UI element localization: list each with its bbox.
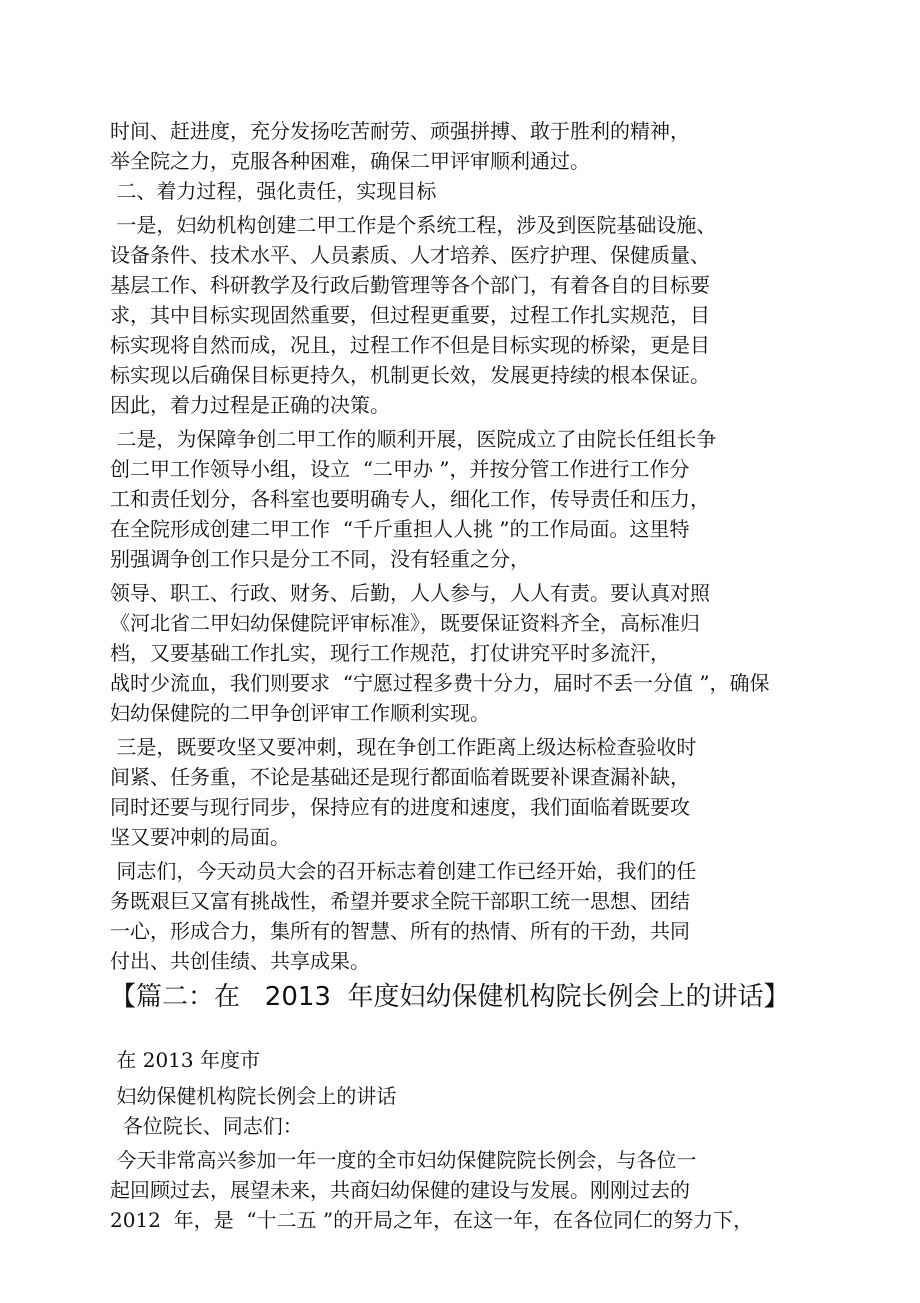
text-line: 同时还要与现行同步，保持应有的进度和速度，我们面临着既要攻 bbox=[110, 795, 690, 819]
text-line: 别强调争创工作只是分工不同，没有轻重之分， bbox=[110, 547, 530, 571]
text-line: 同志们，今天动员大会的召开标志着创建工作已经开始，我们的任 bbox=[110, 859, 697, 883]
text-line: 档，又要基础工作扎实，现行工作规范，打仗讲究平时多流汗， bbox=[110, 641, 670, 665]
text-line: 起回顾过去，展望未来，共商妇幼保健的建设与发展。刚刚过去的 bbox=[110, 1178, 690, 1202]
text-line: 二是，为保障争创二甲工作的顺利开展，医院成立了由院长任组长争 bbox=[110, 427, 717, 451]
text-line: 举全院之力，克服各种困难，确保二甲评审顺利通过。 bbox=[110, 149, 590, 173]
text-line: 坚又要冲刺的局面。 bbox=[110, 825, 290, 849]
text-line: 一心，形成合力，集所有的智慧、所有的热情、所有的干劲，共同 bbox=[110, 919, 690, 943]
text-line: 妇幼保健院的二甲争创评审工作顺利实现。 bbox=[110, 701, 490, 725]
text-line: 2012 年，是 “十二五 ”的开局之年，在这一年，在各位同仁的努力下， bbox=[110, 1208, 754, 1232]
salutation: 各位院长、同志们： bbox=[110, 1114, 303, 1138]
section-subheading: 二、着力过程，强化责任，实现目标 bbox=[110, 179, 437, 203]
text-line: 创二甲工作领导小组，设立 “二甲办 ”，并按分管工作进行工作分 bbox=[110, 457, 690, 481]
text-line: 领导、职工、行政、财务、后勤，人人参与，人人有责。要认真对照 bbox=[110, 581, 710, 605]
text-line: 间紧、任务重，不论是基础还是现行都面临着既要补课查漏补缺， bbox=[110, 765, 690, 789]
text-line: 今天非常高兴参加一年一度的全市妇幼保健院院长例会，与各位一 bbox=[110, 1148, 697, 1172]
section-heading: 【篇二：在 2013 年度妇幼保健机构院长例会上的讲话】 bbox=[110, 982, 790, 1012]
speech-title-line: 妇幼保健机构院长例会上的讲话 bbox=[110, 1084, 397, 1108]
text-line: 设备条件、技术水平、人员素质、人才培养、医疗护理、保健质量、 bbox=[110, 243, 710, 267]
text-line: 因此，着力过程是正确的决策。 bbox=[110, 393, 390, 417]
speech-title-line: 在 2013 年度市 bbox=[110, 1048, 260, 1072]
text-line: 《河北省二甲妇幼保健院评审标准》，既要保证资料齐全，高标准归 bbox=[110, 611, 700, 635]
text-line: 一是，妇幼机构创建二甲工作是个系统工程，涉及到医院基础设施、 bbox=[110, 213, 717, 237]
text-line: 时间、赶进度，充分发扬吃苦耐劳、顽强拼搏、敢于胜利的精神， bbox=[110, 119, 690, 143]
text-line: 工和责任划分，各科室也要明确专人，细化工作，传导责任和压力， bbox=[110, 487, 710, 511]
text-line: 战时少流血，我们则要求 “宁愿过程多费十分力，届时不丢一分值 ”，确保 bbox=[110, 671, 770, 695]
text-line: 标实现将自然而成，况且，过程工作不但是目标实现的桥梁，更是目 bbox=[110, 333, 710, 357]
text-line: 三是，既要攻坚又要冲刺，现在争创工作距离上级达标检查验收时 bbox=[110, 735, 697, 759]
text-line: 标实现以后确保目标更持久，机制更长效，发展更持续的根本保证。 bbox=[110, 363, 710, 387]
text-line: 付出、共创佳绩、共享成果。 bbox=[110, 949, 370, 973]
text-line: 求，其中目标实现固然重要，但过程更重要，过程工作扎实规范，目 bbox=[110, 303, 710, 327]
text-line: 基层工作、科研教学及行政后勤管理等各个部门，有着各自的目标要 bbox=[110, 273, 710, 297]
text-line: 在全院形成创建二甲工作 “千斤重担人人挑 ”的工作局面。这里特 bbox=[110, 517, 690, 541]
text-line: 务既艰巨又富有挑战性，希望并要求全院干部职工统一思想、团结 bbox=[110, 889, 690, 913]
